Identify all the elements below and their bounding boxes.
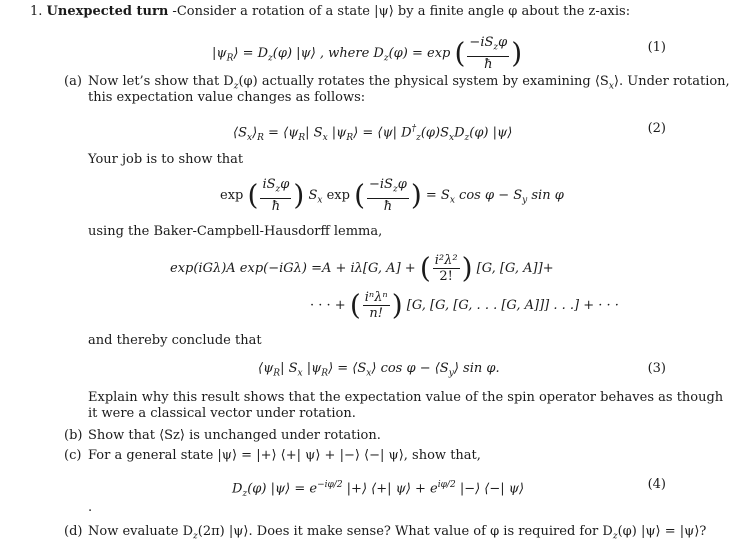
part-c-text: For a general state |ψ⟩ = |+⟩ ⟨+| ψ⟩ + |−⟩ ⟨−| ψ⟩, show that,: [88, 448, 481, 463]
eq3-sub3: R: [321, 368, 329, 379]
eq2-t2: ⟩: [252, 125, 258, 141]
job-rhs3: sin φ: [527, 187, 564, 203]
eq1-frac-den: ħ: [484, 56, 493, 72]
bch2-lead: · · · +: [310, 298, 346, 313]
bch1-lhs: exp(iGλ)A exp(−iGλ) =A + iλ[G, A] +: [170, 261, 416, 276]
eq3-sub1: R: [273, 368, 281, 379]
job-f1-num: iS: [262, 177, 276, 192]
job-fraction-1: [260, 177, 291, 214]
eq4-t4: |−⟩ ⟨−| ψ⟩: [455, 481, 525, 497]
job-f2-sub: z: [392, 184, 398, 195]
job-rhs: = S: [421, 187, 450, 203]
eq4-t2: (φ) |ψ⟩ = e: [247, 481, 318, 497]
part-b-label: (b): [64, 428, 83, 443]
equation-1-label: (1): [647, 40, 666, 55]
bch1-tail: [G, [G, A]]+: [476, 261, 554, 276]
part-a-line1-sub: z: [233, 81, 239, 92]
eq1-where-sub: z: [383, 53, 389, 64]
eq2-t1: ⟨S: [233, 125, 247, 141]
job-rhs2: cos φ − S: [454, 187, 523, 203]
eq3-t4: ⟩ = ⟨S: [328, 361, 367, 376]
bch2-fraction: [363, 290, 390, 321]
eq2-sub8: z: [464, 132, 470, 143]
stray-dot: .: [88, 500, 93, 515]
bch1-f-num: i²λ²: [434, 253, 458, 268]
conclude-text: and thereby conclude that: [88, 333, 262, 348]
eq2-t6: ⟩ = ⟨ψ| D: [353, 125, 412, 141]
problem-title: Unexpected turn: [46, 4, 169, 19]
equation-3-label: (3): [647, 361, 666, 376]
problem-number: 1.: [30, 4, 43, 19]
job-mid-sub: x: [317, 195, 323, 206]
part-a-line1-sub2: x: [608, 81, 614, 92]
job-mid: S: [304, 187, 318, 203]
bch1-f-den: 2!: [439, 269, 453, 284]
part-a-label: (a): [64, 74, 82, 89]
equation-4: [232, 477, 524, 502]
job-text: Your job is to show that: [88, 152, 244, 167]
part-d-label: (d): [64, 524, 83, 539]
bch-text: using the Baker-Campbell-Hausdorff lemma,: [88, 224, 383, 239]
eq2-sub7: x: [448, 132, 455, 143]
eq2-t7: (φ)S: [420, 125, 449, 141]
problem-intro: -Consider a rotation of a state |ψ⟩ by a finite angle φ about the z-axis:: [168, 4, 631, 19]
bch1-fraction: [433, 253, 460, 284]
eq3-sub2: x: [297, 368, 303, 379]
equation-2: [233, 121, 512, 146]
eq1-lhs: |ψ: [212, 45, 227, 61]
eq3-t3: |ψ: [302, 361, 322, 376]
eq4-sub1: z: [242, 488, 248, 499]
eq2-sup6: †: [411, 124, 417, 134]
eq2-t9: (φ) |ψ⟩: [469, 125, 513, 141]
part-a-line1-tail: (φ) actually rotates the physical system by examining ⟨S: [238, 74, 609, 89]
part-b-text: Show that ⟨Sz⟩ is unchanged under rotation.: [88, 428, 381, 443]
eq1-mid-sub: z: [268, 53, 273, 64]
eq2-sub5: R: [346, 132, 354, 143]
part-d-sub1: z: [193, 531, 198, 542]
eq1-frac-num-sub: z: [493, 42, 499, 53]
eq1-frac-num: −iS: [469, 35, 494, 50]
job-f2-num: −iS: [369, 177, 393, 192]
part-a-line1-tail2: ⟩. Under rotation,: [613, 74, 730, 89]
eq3-sub5: y: [448, 368, 454, 379]
part-a-line1-text: Now let’s show that D: [88, 74, 234, 89]
job-f1-sub: z: [275, 184, 281, 195]
job-equation: exp ( $\frac{iS_z\varphi}{ħ}$ ) $S_x$ exp ( $\frac{-iS_z\varphi}{ħ}$ ) = $S_x$ $\cos \varphi - S_y$ sin φ: [220, 177, 564, 214]
eq2-t8: D: [454, 125, 465, 141]
explain-line1: Explain why this result shows that the expectation value of the spin operator behaves as though: [88, 390, 724, 405]
eq3-t1: ⟨ψ: [258, 361, 274, 376]
eq4-t1: D: [232, 481, 243, 497]
bch2-f-den: n!: [369, 306, 384, 321]
eq3-t6: ⟩ sin φ.: [453, 361, 500, 376]
job-f2-den: ħ: [383, 198, 393, 214]
part-d-sub2: z: [612, 531, 618, 542]
job-rhs-sub1: x: [449, 195, 455, 206]
eq1-mid: ⟩ = D: [233, 45, 269, 61]
eq1-frac-num-tail: φ: [498, 35, 508, 50]
eq1-mid2: (φ) |ψ⟩ , where D: [272, 45, 384, 61]
part-d-t2: (2π) |ψ⟩. Does it make sense? What value of φ is required for D: [197, 524, 613, 539]
part-c-label: (c): [64, 448, 82, 463]
job-f1-tail: φ: [280, 177, 290, 192]
eq2-t5: |ψ: [327, 125, 347, 141]
eq3-t5: ⟩ cos φ − ⟨S: [371, 361, 449, 376]
part-d-t1: Now evaluate D: [88, 524, 194, 539]
eq4-t3: |+⟩ ⟨+| ψ⟩ + e: [342, 481, 438, 497]
eq3-sub4: x: [366, 368, 372, 379]
job-f2-tail: φ: [397, 177, 407, 192]
part-d-text: [88, 524, 706, 545]
bch2-f-num: iⁿλⁿ: [364, 290, 388, 305]
job-exp2: exp: [322, 187, 350, 203]
eq2-sub6: z: [416, 132, 421, 143]
bch-equation-line1: exp(iGλ)A exp(−iGλ) =A + iλ[G, A] + ( $\frac{\text{i²λ²}}{2!}$ ) [G, [G, A]]+: [170, 251, 554, 285]
eq2-sub1: x: [246, 132, 253, 143]
part-d-t3: (φ) |ψ⟩ = |ψ⟩?: [617, 524, 707, 539]
eq2-t4: | S: [305, 125, 323, 141]
equation-2-label: (2): [647, 121, 666, 136]
job-fraction-2: [367, 177, 409, 214]
job-rhs-sub2: y: [522, 195, 528, 206]
eq1-fraction: [467, 35, 509, 72]
explain-line2: it were a classical vector under rotation.: [88, 406, 356, 421]
eq3-t2: | S: [280, 361, 298, 376]
eq1-lhs-sub: R: [226, 53, 234, 64]
eq4-sup2: iφ/2: [437, 480, 456, 490]
eq2-t3: = ⟨ψ: [263, 125, 299, 141]
bch-equation-line2: · · · + ( $\frac{\text{iⁿλⁿ}}{n!}$ ) [G, [G, [G, . . . [G, A]]] . . .] + · · ·: [310, 288, 619, 322]
bch2-tail: [G, [G, [G, . . . [G, A]]] . . .] + · · ·: [406, 298, 619, 313]
equation-4-label: (4): [647, 477, 666, 492]
eq2-sub4: x: [322, 132, 328, 143]
eq4-sup1: −iφ/2: [317, 480, 343, 490]
eq2-sub3: R: [298, 132, 306, 143]
job-exp1: exp: [220, 187, 244, 203]
equation-1: $|\psi_R⟩ = D_z(\varphi)$ |ψ⟩ , where $D_z(\varphi) = \exp$ ( $\frac{-iS_z\varphi}{ħ}$ ): [212, 35, 523, 72]
problem-heading: [30, 4, 630, 20]
equation-3: [258, 361, 500, 382]
eq1-rhs: (φ) = exp: [388, 45, 451, 61]
eq2-sub2: R: [257, 132, 264, 143]
part-a-line2: this expectation value changes as follows:: [88, 90, 366, 105]
job-f1-den: ħ: [271, 198, 281, 214]
